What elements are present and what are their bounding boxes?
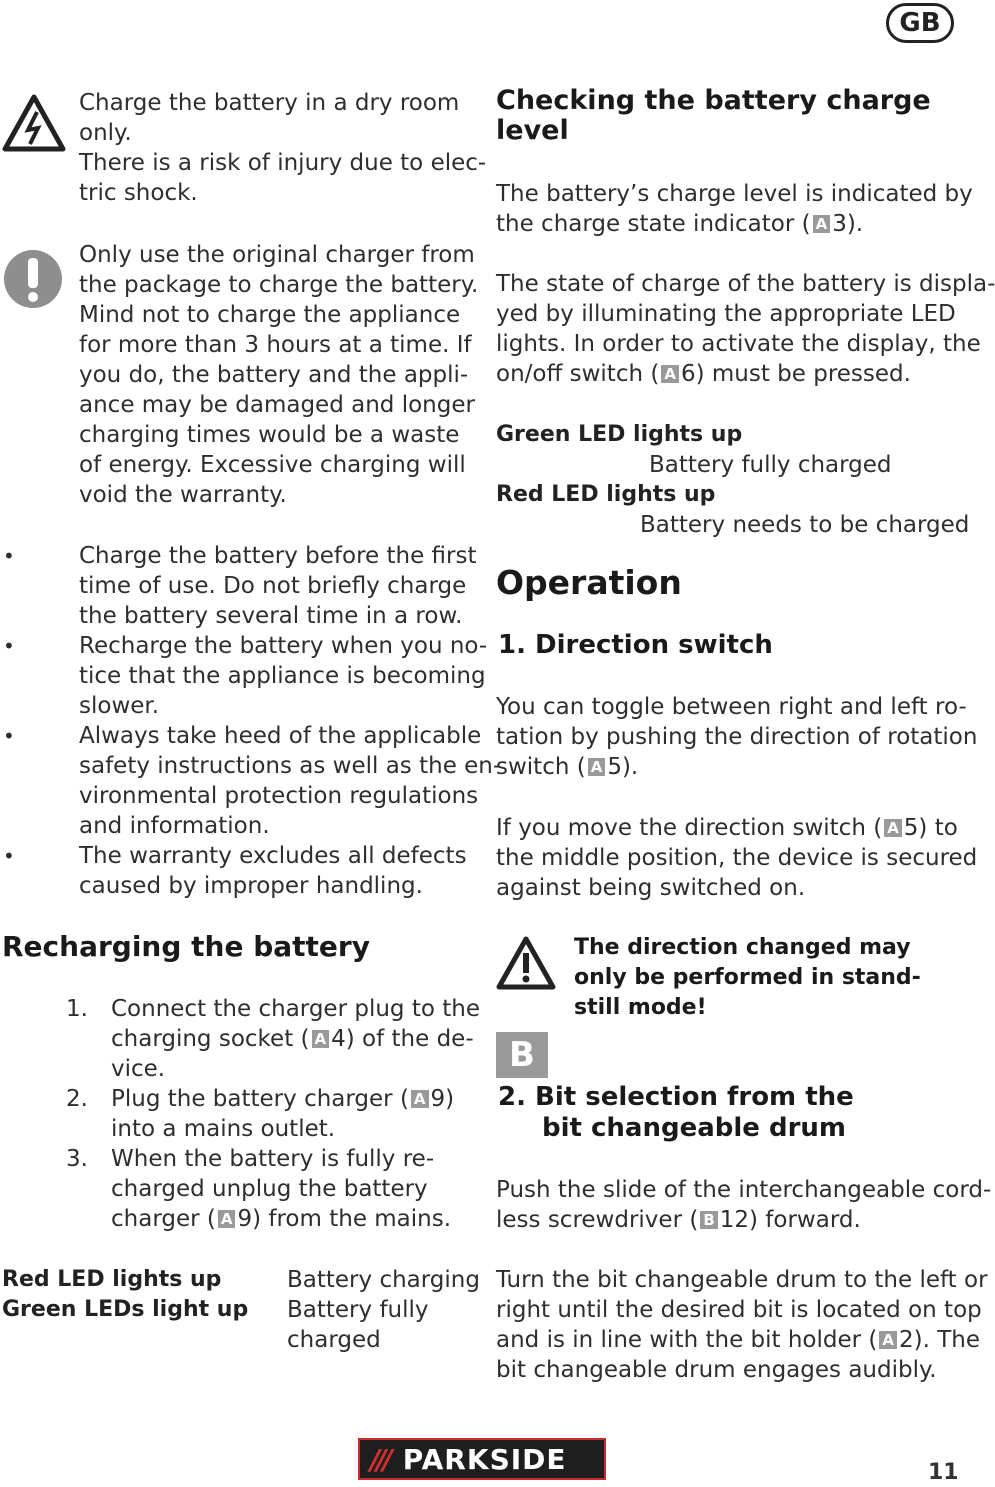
- ref-badge: A: [411, 1090, 429, 1108]
- recharging-heading: Recharging the battery: [2, 930, 370, 963]
- logo-brand: PARKSIDE: [402, 1442, 567, 1476]
- section-b-marker: B: [496, 1032, 548, 1078]
- operation-heading: Operation: [496, 563, 682, 602]
- check-paragraph-2: The state of charge of the battery is displa- yed by illuminating the appropriate LED lights. In order to activate the display, the on/off switch ( A 6) must be pressed.: [496, 271, 995, 387]
- ref-badge: B: [700, 1211, 717, 1229]
- language-badge: GB: [886, 3, 954, 43]
- ref-badge: A: [879, 1331, 897, 1349]
- parkside-logo: [358, 1438, 606, 1480]
- led-status-red: Red LED lights up Battery needs to be charged: [496, 482, 970, 538]
- logo-stripes: ///: [370, 1442, 389, 1476]
- check-charge-heading: Checking the battery charge level: [496, 85, 931, 146]
- led-status-green: Green LED lights up Battery fully charged: [496, 422, 892, 478]
- electric-shock-warning-icon: [2, 94, 66, 152]
- dry-room-warning: Charge the battery in a dry room only. There is a risk of injury due to elec- tric shock.: [79, 90, 487, 206]
- charging-status-table: [2, 1265, 480, 1355]
- general-warning-icon: [496, 936, 556, 990]
- ref-badge: A: [661, 365, 679, 383]
- direction-switch-heading: 1. Direction switch: [498, 630, 773, 660]
- table-row: Green LEDs light up Battery fully charged: [2, 1297, 429, 1353]
- original-charger-note: Only use the original charger from the package to charge the battery. Mind not to charge the appliance for more than 3 hours at a time. If you do, the battery and the appli- ance may be damaged and longer charging times would be a waste of energy. Excessive charging will void the warranty.: [79, 242, 479, 508]
- standstill-warning: The direction changed may only be performed in stand- still mode!: [574, 935, 921, 1020]
- bullet-icon: •: [3, 634, 15, 658]
- bullet-icon: •: [3, 724, 15, 748]
- bit-paragraph-1: Push the slide of the interchangeable cord- less screwdriver ( B 12) forward.: [496, 1177, 992, 1233]
- recharging-steps: [64, 994, 480, 1234]
- ref-badge: A: [813, 215, 831, 233]
- ref-badge: A: [312, 1030, 330, 1048]
- list-item: • Recharge the battery when you no- tice that the appliance is becoming slower.: [3, 633, 488, 719]
- direction-paragraph-1: You can toggle between right and left ro- tation by pushing the direction of rotation switch ( A 5).: [496, 694, 978, 780]
- direction-paragraph-2: If you move the direction switch ( A 5) to the middle position, the device is secured against being switched on.: [496, 815, 978, 901]
- list-item: 2. Plug the battery charger ( A 9) into a mains outlet.: [66, 1086, 455, 1142]
- table-row: Red LED lights up Battery charging: [2, 1267, 480, 1293]
- bullet-icon: •: [3, 544, 15, 568]
- bit-selection-heading: 2. Bit selection from the bit changeable drum: [498, 1082, 854, 1143]
- bullet-list: [0, 541, 502, 901]
- list-item: • Always take heed of the applicable safety instructions as well as the en- vironmental protection regulations and information.: [3, 723, 502, 839]
- check-paragraph-1: The battery’s charge level is indicated by the charge state indicator ( A 3).: [496, 181, 973, 237]
- page-number: 11: [928, 1460, 959, 1485]
- list-item: • Charge the battery before the first time of use. Do not briefly charge the battery several time in a row.: [3, 543, 477, 629]
- list-item: • The warranty excludes all defects caused by improper handling.: [3, 843, 467, 899]
- ref-badge: A: [588, 758, 606, 776]
- list-item: 1. Connect the charger plug to the charging socket ( A 4) of the de- vice.: [66, 996, 480, 1082]
- list-item: 3. When the battery is fully re- charged unplug the battery charger ( A 9) from the mains.: [66, 1146, 452, 1232]
- ref-badge: A: [884, 819, 902, 837]
- exclamation-caution-icon: [2, 248, 64, 310]
- bullet-icon: •: [3, 844, 15, 868]
- ref-badge: A: [218, 1210, 236, 1228]
- bit-paragraph-2: Turn the bit changeable drum to the left or right until the desired bit is located on top and is in line with the bit holder ( A 2). The bit changeable drum engages audibly.: [496, 1267, 988, 1383]
